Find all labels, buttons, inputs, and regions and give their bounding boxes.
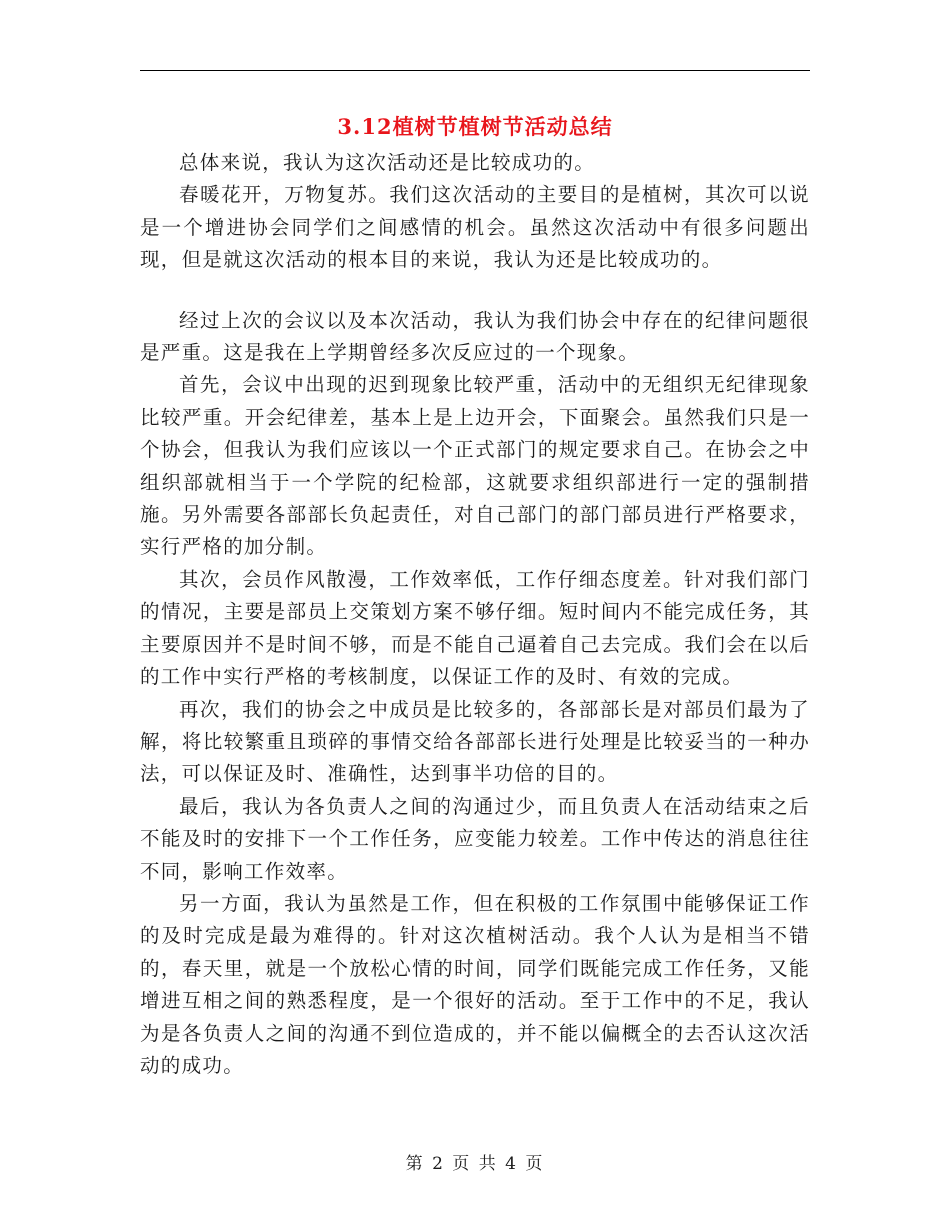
- paragraph: 总体来说，我认为这次活动还是比较成功的。: [179, 151, 596, 174]
- header-rule: [140, 70, 810, 71]
- document-title: 3.12植树节植树节活动总结: [337, 114, 613, 139]
- paragraph: 其次，会员作风散漫，工作效率低，工作仔细态度差。针对我们部门的情况，主要是部员上交策划方案不够仔细。短时间内不能完成任务，其主要原因并不是时间不够，而是不能自己逼着自己去完成。我们会在以后的工作中实行严格的考核制度，以保证工作的及时、有效的完成。: [140, 567, 810, 689]
- paragraph: 另一方面，我认为虽然是工作，但在积极的工作氛围中能够保证工作的及时完成是最为难得的。针对这次植树活动。我个人认为是相当不错的，春天里，就是一个放松心情的时间，同学们既能完成工作任务，又能增进互相之间的熟悉程度，是一个很好的活动。至于工作中的不足，我认为是各负责人之间的沟通不到位造成的，并不能以偏概全的去否认这次活动的成功。: [140, 891, 810, 1077]
- page-number: 第 2 页 共 4 页: [405, 1154, 545, 1174]
- paragraph: 最后，我认为各负责人之间的沟通过少，而且负责人在活动结束之后不能及时的安排下一个工作任务，应变能力较差。工作中传达的消息往往不同，影响工作效率。: [140, 794, 810, 883]
- paragraph: 再次，我们的协会之中成员是比较多的，各部部长是对部员们最为了解，将比较繁重且琐碎的事情交给各部部长进行处理是比较妥当的一种办法，可以保证及时、准确性，达到事半功倍的目的。: [140, 697, 810, 786]
- document-body: [140, 147, 810, 1082]
- paragraph: 首先，会议中出现的迟到现象比较严重，活动中的无组织无纪律现象比较严重。开会纪律差，基本上是上边开会，下面聚会。虽然我们只是一个协会，但我认为我们应该以一个正式部门的规定要求自己。在协会之中组织部就相当于一个学院的纪检部，这就要求组织部进行一定的强制措施。另外需要各部部长负起责任，对自己部门的部门部员进行严格要求，实行严格的加分制。: [140, 373, 810, 559]
- paragraph: 经过上次的会议以及本次活动，我认为我们协会中存在的纪律问题很是严重。这是我在上学期曾经多次反应过的一个现象。: [140, 308, 810, 365]
- paragraph: 春暖花开，万物复苏。我们这次活动的主要目的是植树，其次可以说是一个增进协会同学们之间感情的机会。虽然这次活动中有很多问题出现，但是就这次活动的根本目的来说，我认为还是比较成功的。: [140, 183, 810, 272]
